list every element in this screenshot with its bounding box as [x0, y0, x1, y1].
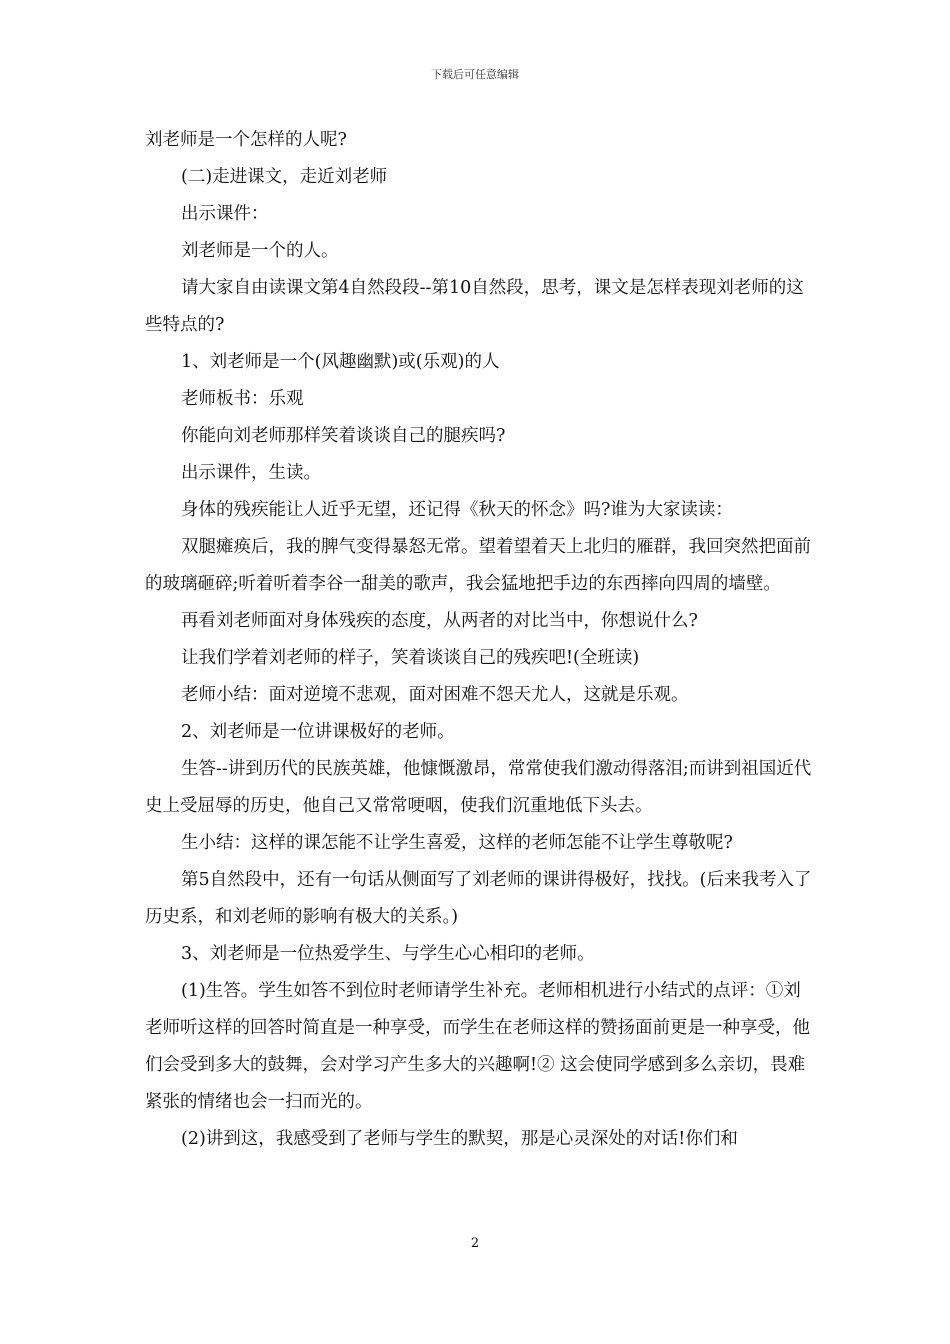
paragraph: 2、刘老师是一位讲课极好的老师。	[181, 722, 455, 742]
page-number: 2	[470, 1236, 480, 1251]
paragraph: 老师小结：面对逆境不悲观，面对困难不怨天尤人，这就是乐观。	[181, 685, 689, 705]
paragraph: 身体的残疾能让人近乎无望，还记得《秋天的怀念》吗?谁为大家读读：	[181, 500, 733, 520]
paragraph: 刘老师是一个怎样的人呢?	[145, 130, 347, 150]
paragraph: (2)讲到这，我感受到了老师与学生的默契，那是心灵深处的对话!你们和	[181, 1129, 738, 1149]
paragraph: 3、刘老师是一位热爱学生、与学生心心相印的老师。	[181, 944, 595, 964]
paragraph: 双腿瘫痪后，我的脾气变得暴怒无常。望着望着天上北归的雁群，我回突然把面前的玻璃砸碎;听着听着李谷一甜美的歌声，我会猛地把手边的东西摔向四周的墙壁。	[145, 537, 811, 594]
paragraph: (二)走进课文，走近刘老师	[181, 167, 388, 187]
paragraph: 让我们学着刘老师的样子，笑着谈谈自己的残疾吧!(全班读)	[181, 648, 640, 668]
paragraph: 再看刘老师面对身体残疾的态度，从两者的对比当中，你想说什么?	[181, 611, 698, 631]
paragraph: 1、刘老师是一个(风趣幽默)或(乐观)的人	[181, 352, 500, 372]
document-body	[145, 122, 813, 1158]
paragraph: 生答--讲到历代的民族英雄，他慷慨激昂，常常使我们激动得落泪;而讲到祖国近代史上受屈辱的历史，他自己又常常哽咽，使我们沉重地低下头去。	[145, 759, 812, 816]
paragraph: 刘老师是一个的人。	[181, 241, 339, 261]
paragraph: 你能向刘老师那样笑着谈谈自己的腿疾吗?	[181, 426, 506, 446]
paragraph: 请大家自由读课文第4自然段段--第10自然段，思考，课文是怎样表现刘老师的这些特点的?	[145, 278, 804, 335]
page-header: 下载后可任意编辑	[431, 68, 519, 81]
paragraph: 第5自然段中，还有一句话从侧面写了刘老师的课讲得极好，找找。(后来我考入了历史系，和刘老师的影响有极大的关系。)	[145, 870, 812, 927]
paragraph: 出示课件：	[181, 204, 269, 224]
paragraph: (1)生答。学生如答不到位时老师请学生补充。老师相机进行小结式的点评：①刘老师听这样的回答时简直是一种享受，而学生在老师这样的赞扬面前更是一种享受，他们会受到多大的鼓舞，会对学习产生多大的兴趣啊!② 这会使同学感到多么亲切，畏难紧张的情绪也会一扫而光的。	[145, 981, 810, 1112]
paragraph: 老师板书：乐观	[181, 389, 304, 409]
paragraph: 生小结：这样的课怎能不让学生喜爱，这样的老师怎能不让学生尊敬呢?	[181, 833, 733, 853]
paragraph: 出示课件，生读。	[181, 463, 321, 483]
